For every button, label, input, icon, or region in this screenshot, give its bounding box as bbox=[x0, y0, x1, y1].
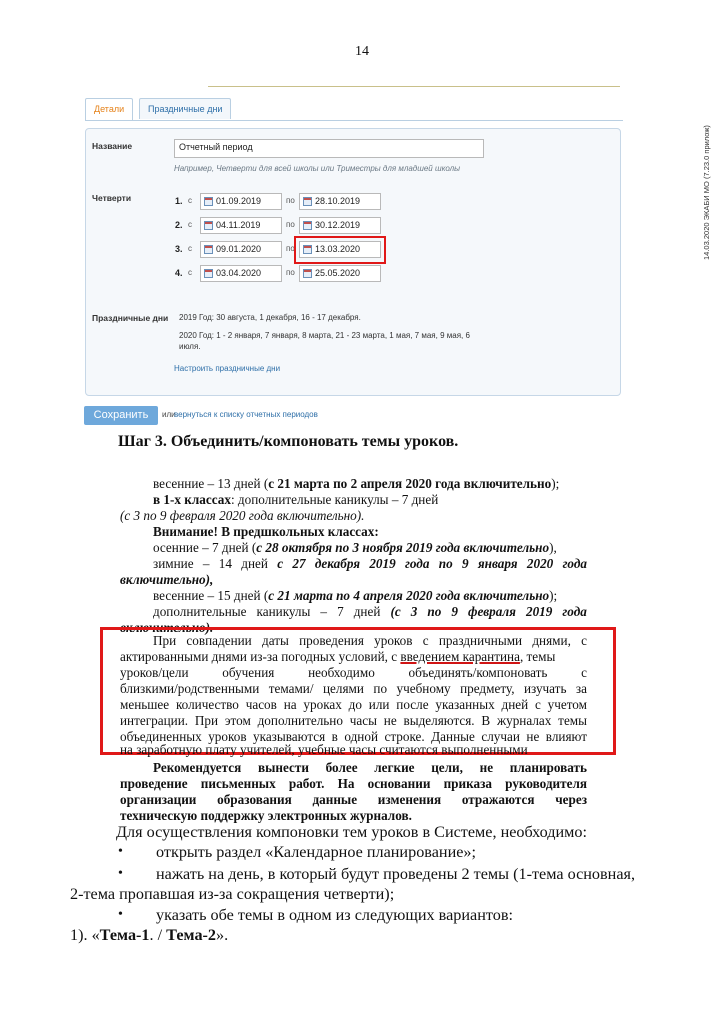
holidays-label: Праздничные дни bbox=[92, 313, 169, 323]
back-to-periods-link[interactable]: вернуться к списку отчетных периодов bbox=[174, 410, 318, 419]
boxed-line: При совпадении даты проведения уроков с праздничными днями, с bbox=[153, 633, 587, 648]
page-number: 14 bbox=[355, 44, 369, 59]
calendar-icon[interactable] bbox=[303, 197, 312, 206]
attention-line: Внимание! В предшкольных классах: bbox=[153, 524, 379, 539]
name-hint: Например, Четверти для всей школы или Триместры для младшей школы bbox=[174, 164, 461, 173]
date-value: 04.11.2019 bbox=[216, 220, 261, 230]
calendar-icon[interactable] bbox=[204, 221, 213, 230]
tab-details[interactable]: Детали bbox=[85, 98, 133, 120]
bullet-dot: • bbox=[118, 844, 123, 859]
boxed-line: объединенных уроков указываются в одной строке. Данные случаи не влияют bbox=[120, 729, 587, 744]
highlight-box bbox=[294, 236, 386, 264]
to-label: по bbox=[286, 196, 295, 205]
name-input[interactable]: Отчетный период bbox=[174, 139, 484, 158]
to-label: по bbox=[286, 220, 295, 229]
tab-holidays[interactable]: Праздничные дни bbox=[139, 98, 231, 119]
winter-end: включительно), bbox=[120, 572, 214, 587]
to-label: по bbox=[286, 244, 295, 253]
date-value: 13.03.2020 bbox=[315, 244, 361, 254]
quarter-start-date[interactable] bbox=[200, 193, 282, 210]
save-button[interactable]: Сохранить bbox=[84, 406, 158, 425]
holidays-2020-line1: 2020 Год: 1 - 2 января, 7 января, 8 марта, 21 - 23 марта, 1 мая, 7 мая, 9 мая, 6 bbox=[179, 331, 470, 340]
from-label: с bbox=[188, 220, 192, 229]
date-value: 28.10.2019 bbox=[315, 196, 361, 206]
from-label: с bbox=[188, 196, 192, 205]
holidays-2020-line2: июля. bbox=[179, 342, 201, 351]
quarters-label: Четверти bbox=[92, 193, 132, 203]
date-value: 25.05.2020 bbox=[315, 268, 361, 278]
boxed-line: уроков/цели обучения необходимо объединять/компоновать с bbox=[120, 665, 587, 680]
to-label: по bbox=[286, 268, 295, 277]
boxed-line: на заработную плату учителей, учебные часы считаются выполненными bbox=[120, 742, 528, 757]
quarter-end-date[interactable] bbox=[299, 265, 381, 282]
quarter-start-date[interactable] bbox=[200, 241, 282, 258]
bullet-item: нажать на день, в который будут проведены 2 темы (1-тема основная, bbox=[156, 865, 636, 883]
boxed-line: актированными днями из-за погодных условий, с введением карантина, темы bbox=[120, 649, 556, 664]
first-grade-line: в 1-х классах: дополнительные каникулы – 7 дней bbox=[153, 492, 439, 507]
date-value: 03.04.2020 bbox=[216, 268, 262, 278]
intro-text: Для осуществления компоновки тем уроков в Системе, необходимо: bbox=[116, 823, 587, 841]
bullet-item: открыть раздел «Календарное планирование»; bbox=[156, 843, 477, 861]
quarter-number: 1. bbox=[175, 196, 183, 206]
name-label: Название bbox=[92, 141, 133, 151]
quarter-number: 3. bbox=[175, 244, 183, 254]
or-text: или bbox=[162, 410, 176, 419]
calendar-icon[interactable] bbox=[204, 245, 213, 254]
quarter-end-date[interactable] bbox=[299, 193, 381, 210]
calendar-icon[interactable] bbox=[303, 221, 312, 230]
configure-holidays-link[interactable]: Настроить праздничные дни bbox=[174, 364, 281, 373]
autumn-line: осенние – 7 дней (с 28 октября по 3 ноября 2019 года включительно), bbox=[153, 540, 557, 555]
winter-line: зимние – 14 дней с 27 декабря 2019 года по 9 января 2020 года bbox=[153, 556, 587, 571]
side-stamp: 14.03.2020 ЭКАБИ МО (7.23.0 прилож) bbox=[702, 125, 711, 260]
spring2-line: весенние – 15 дней (с 21 марта по 4 апреля 2020 года включительно); bbox=[153, 588, 558, 603]
quarter-end-date[interactable] bbox=[299, 217, 381, 234]
from-label: с bbox=[188, 244, 192, 253]
bullet-dot: • bbox=[118, 907, 123, 922]
bullet-item-cont: 2-тема пропавшая из-за сокращения четверти); bbox=[70, 885, 395, 903]
spring-line: весенние – 13 дней (с 21 марта по 2 апреля 2020 года включительно); bbox=[153, 476, 560, 491]
quarter-number: 4. bbox=[175, 268, 183, 278]
from-label: с bbox=[188, 268, 192, 277]
extra-end: включительно). bbox=[120, 620, 214, 635]
recommend-line: проведение письменных работ. На основании приказа руководителя bbox=[120, 776, 587, 791]
tab-strip bbox=[85, 98, 623, 121]
date-value: 01.09.2019 bbox=[216, 196, 262, 206]
recommend-line: организации образования данные изменения отражаются через bbox=[120, 792, 587, 807]
boxed-line: интеграции. При этом дополнительно часы не выделяются. В журналах темы bbox=[120, 713, 587, 728]
quarter-start-date[interactable] bbox=[200, 217, 282, 234]
recommend-line: Рекомендуется вынести более легкие цели, не планировать bbox=[153, 760, 587, 775]
calendar-icon[interactable] bbox=[303, 269, 312, 278]
first-grade-dates: (с 3 по 9 февраля 2020 года включительно). bbox=[120, 508, 365, 523]
bullet-dot: • bbox=[118, 866, 123, 881]
recommend-line: техническую поддержку электронных журналов. bbox=[120, 808, 412, 823]
date-value: 30.12.2019 bbox=[315, 220, 361, 230]
step-heading: Шаг 3. Объединить/компоновать темы уроков. bbox=[118, 433, 459, 450]
quarter-start-date[interactable] bbox=[200, 265, 282, 282]
calendar-icon[interactable] bbox=[204, 269, 213, 278]
boxed-line: близкими/родственными темами/ целями по учебному предмету, изучать за bbox=[120, 681, 587, 696]
header-divider bbox=[208, 86, 620, 87]
extra-vacation-line: дополнительные каникулы – 7 дней (с 3 по 9 февраля 2019 года bbox=[153, 604, 587, 619]
quarter-number: 2. bbox=[175, 220, 183, 230]
calendar-icon[interactable] bbox=[204, 197, 213, 206]
date-value: 09.01.2020 bbox=[216, 244, 262, 254]
bullet-item: указать обе темы в одном из следующих вариантов: bbox=[156, 906, 513, 924]
boxed-line: меньшее количество часов на уроках до или после указанных дней с учетом bbox=[120, 697, 587, 712]
holidays-2019: 2019 Год: 30 августа, 1 декабря, 16 - 17 декабря. bbox=[179, 313, 361, 322]
variant-line: 1). «Тема-1. / Тема-2». bbox=[70, 926, 229, 944]
